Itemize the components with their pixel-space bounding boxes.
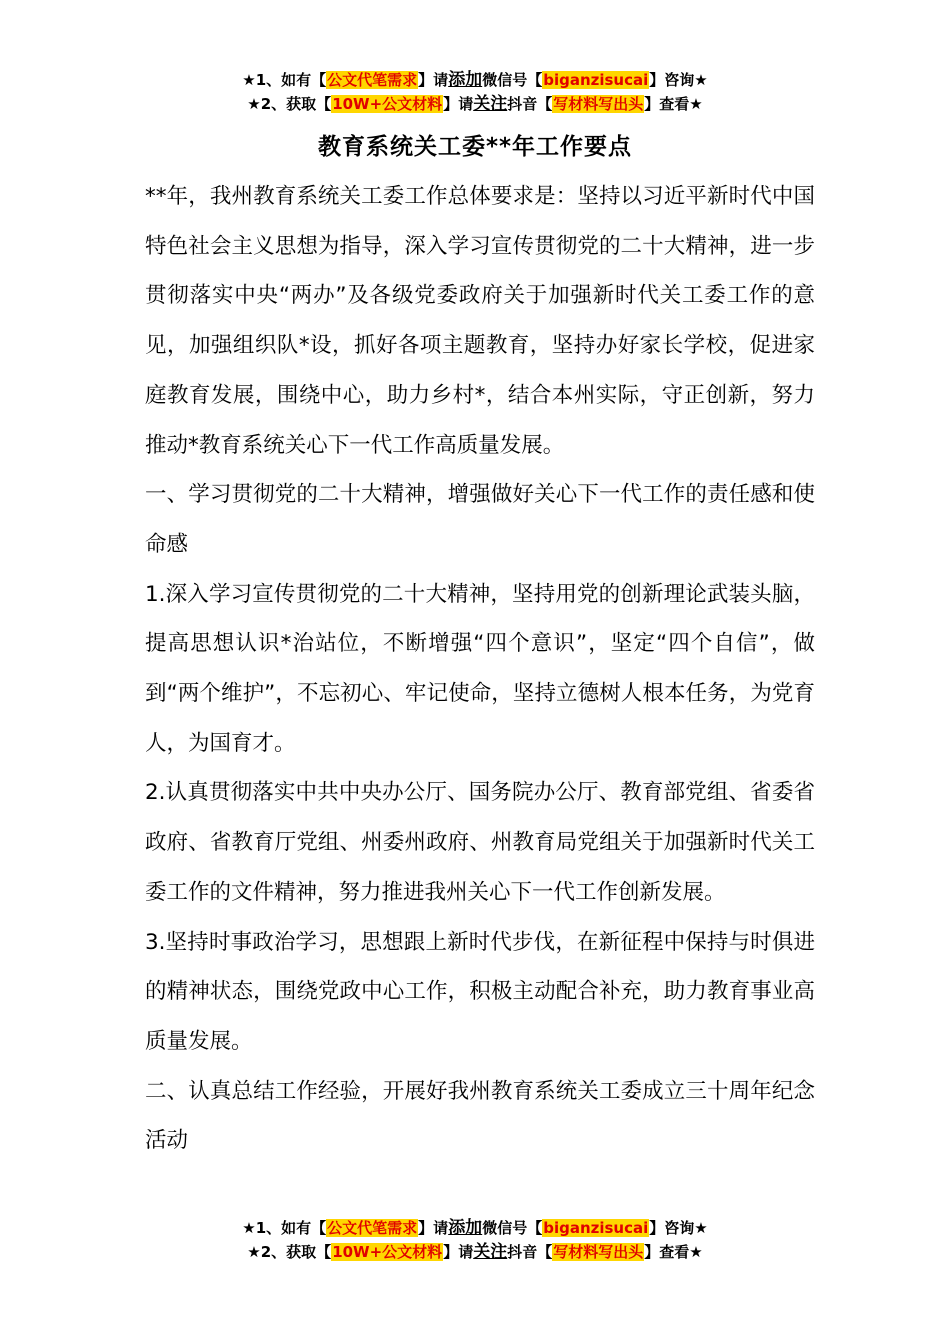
section-heading-1: 一、学习贯彻党的二十大精神，增强做好关心下一代工作的责任感和使命感 bbox=[145, 482, 815, 557]
footer-line1-suffix: 】咨询★ bbox=[649, 1219, 708, 1237]
paragraph-intro: **年，我州教育系统关工委工作总体要求是：坚持以习近平新时代中国特色社会主义思想为指导，深入学习宣传贯彻党的二十大精神，进一步贯彻落实中央“两办”及各级党委政府关于加强新时代关工委工作的意见，加强组织队*设，抓好各项主题教育，坚持办好家长学校，促进家庭教育发展，围绕中心，助力乡村*，结合本州实际，守正创新，努力推动*教育系统关心下一代工作高质量发展。 bbox=[145, 184, 815, 458]
footer-line2-suffix: 】查看★ bbox=[644, 1243, 703, 1261]
footer-line1-highlight-service: 公文代笔需求 bbox=[327, 1219, 418, 1237]
banner-line1-emphasis: 添加 bbox=[448, 70, 483, 90]
footer-line2-emphasis: 关注 bbox=[473, 1242, 508, 1262]
footer-line2-mid: 】请 bbox=[443, 1243, 474, 1261]
footer-line1-mid2: 微信号【 bbox=[482, 1219, 543, 1237]
footer-line2-prefix: ★2、获取【 bbox=[247, 1243, 332, 1261]
footer-line-2 bbox=[0, 1240, 950, 1264]
header-banner bbox=[0, 68, 950, 116]
document-body bbox=[145, 172, 815, 1166]
banner-line1-mid: 】请 bbox=[418, 71, 449, 89]
footer-banner bbox=[0, 1216, 950, 1264]
banner-line-2 bbox=[0, 92, 950, 116]
paragraph-item-2: 2.认真贯彻落实中共中央办公厅、国务院办公厅、教育部党组、省委省政府、省教育厅党组、州委州政府、州教育局党组关于加强新时代关工委工作的文件精神，努力推进我州关心下一代工作创新发展。 bbox=[145, 780, 815, 905]
footer-line1-emphasis: 添加 bbox=[448, 1218, 483, 1238]
banner-line2-suffix: 】查看★ bbox=[644, 95, 703, 113]
footer-line1-prefix: ★1、如有【 bbox=[242, 1219, 327, 1237]
paragraph-item-3: 3.坚持时事政治学习，思想跟上新时代步伐，在新征程中保持与时俱进的精神状态，围绕党政中心工作，积极主动配合补充，助力教育事业高质量发展。 bbox=[145, 929, 815, 1054]
banner-line2-highlight-materials: 10W+公文材料 bbox=[332, 95, 443, 113]
banner-line2-mid2: 抖音【 bbox=[507, 95, 553, 113]
banner-line1-suffix: 】咨询★ bbox=[649, 71, 708, 89]
footer-line2-mid2: 抖音【 bbox=[507, 1243, 553, 1261]
footer-line2-highlight-douyin: 写材料写出头 bbox=[553, 1243, 644, 1261]
paragraph-item-1: 1.深入学习宣传贯彻党的二十大精神，坚持用党的创新理论武装头脑，提高思想认识*治站位，不断增强“四个意识”，坚定“四个自信”，做到“两个维护”，不忘初心、牢记使命，坚持立德树人根本任务，为党育人，为国育才。 bbox=[145, 581, 815, 756]
banner-line2-highlight-douyin: 写材料写出头 bbox=[553, 95, 644, 113]
banner-line1-mid2: 微信号【 bbox=[482, 71, 543, 89]
footer-line2-highlight-materials: 10W+公文材料 bbox=[332, 1243, 443, 1261]
banner-line1-highlight-wechat: biganzisucai bbox=[543, 71, 649, 89]
banner-line2-prefix: ★2、获取【 bbox=[247, 95, 332, 113]
document-title: 教育系统关工委**年工作要点 bbox=[317, 134, 633, 160]
banner-line1-prefix: ★1、如有【 bbox=[242, 71, 327, 89]
footer-line1-mid: 】请 bbox=[418, 1219, 449, 1237]
footer-line1-highlight-wechat: biganzisucai bbox=[543, 1219, 649, 1237]
section-heading-2: 二、认真总结工作经验，开展好我州教育系统关工委成立三十周年纪念活动 bbox=[145, 1078, 815, 1154]
banner-line2-mid: 】请 bbox=[443, 95, 474, 113]
banner-line2-emphasis: 关注 bbox=[473, 94, 508, 114]
banner-line1-highlight-service: 公文代笔需求 bbox=[327, 71, 418, 89]
banner-line-1 bbox=[0, 68, 950, 92]
footer-line-1 bbox=[0, 1216, 950, 1240]
